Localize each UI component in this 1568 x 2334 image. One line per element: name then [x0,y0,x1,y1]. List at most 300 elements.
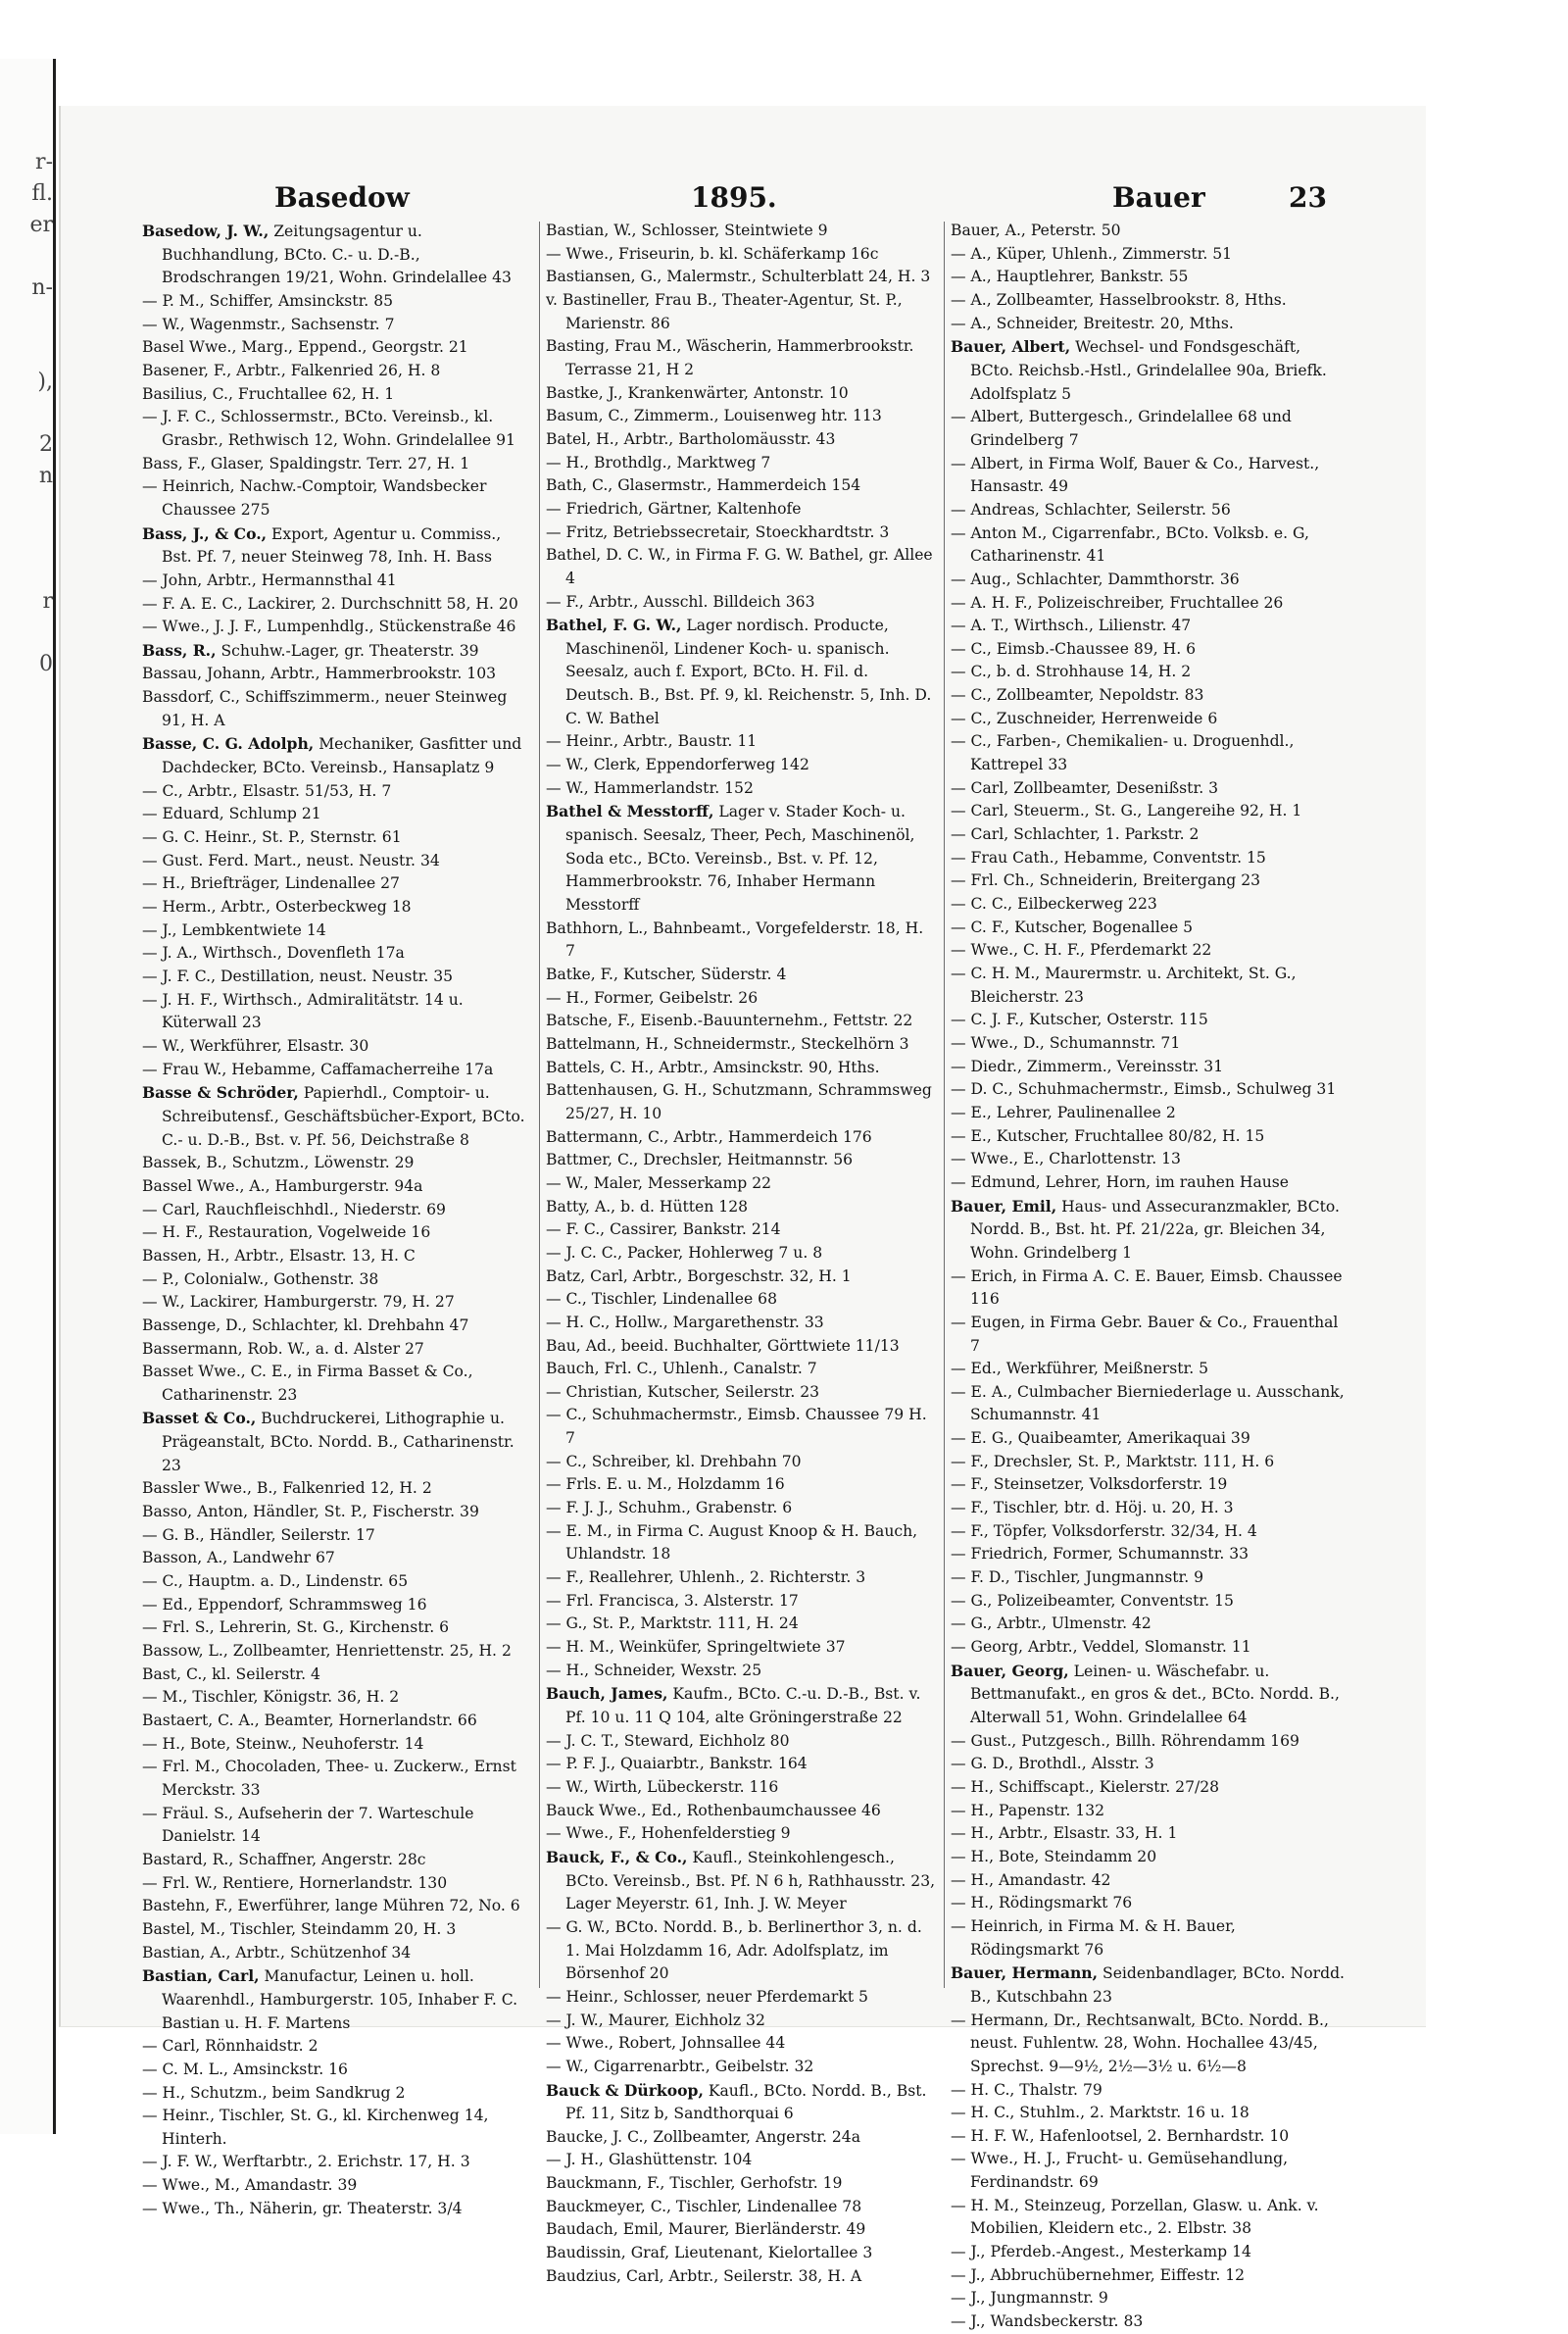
entry-details: — Georg, Arbtr., Veddel, Slomanstr. 11 [951,1638,1251,1657]
directory-entry [951,1915,1348,1962]
entry-details: Kaufl., Steinkohlengesch., BCto. Vereinsb., Bst. Pf. N 6 h, Rathhausstr. 23, Lager Meyerstr. 61, Inh. J. W. Meyer [565,1848,936,1913]
directory-entry [142,406,529,452]
directory-entry [142,1221,529,1245]
entry-details: — H., Schneider, Wexstr. 25 [546,1661,762,1679]
directory-entry [142,1803,529,1849]
entry-details: — H., Rödingsmarkt 76 [951,1894,1133,1912]
entry-details: — F. D., Tischler, Jungmannstr. 9 [951,1568,1204,1587]
directory-entry [951,1660,1348,1730]
entry-details: Bastel, M., Tischler, Steindamm 20, H. 3 [142,1919,457,1938]
header-year: 1895. [691,181,777,214]
entry-details: Battelmann, H., Schneidermstr., Steckelhörn 3 [546,1034,909,1053]
directory-entry [546,730,938,754]
entry-details: — Diedr., Zimmerm., Vereinsstr. 31 [951,1057,1224,1075]
entry-details: Bastian, A., Arbtr., Schützenhof 34 [142,1943,412,1962]
entry-details: — G. B., Händler, Seilerstr. 17 [142,1525,375,1544]
directory-entry [142,803,529,826]
entry-details: — Fritz, Betriebssecretair, Stoeckhardtstr. 3 [546,522,890,541]
entry-details: — H. F., Restauration, Vogelweide 16 [142,1223,431,1242]
entry-details: — J. H., Glashüttenstr. 104 [546,2151,753,2169]
directory-entry [951,2125,1348,2149]
entry-details: — Erich, in Firma A. C. E. Bauer, Eimsb. Chaussee 116 [951,1266,1343,1309]
entry-name: Bauer, Emil, [951,1196,1057,1216]
entry-details: Haus- und Assecuranzmakler, BCto. Nordd. B., Bst. ht. Pf. 21/22a, gr. Bleichen 34, Wohn. Grindelberg 1 [970,1197,1341,1262]
entry-details: — P. M., Schiffer, Amsinckstr. 85 [142,291,394,310]
directory-entry [951,220,1348,243]
entry-details: — A. H. F., Polizeischreiber, Fruchtallee 26 [951,593,1284,612]
directory-entry [546,1451,938,1474]
entry-details: — Fräul. S., Aufseherin der 7. Warteschule Danielstr. 14 [142,1804,474,1846]
entry-details: v. Bastineller, Frau B., Theater-Agentur, St. P., Marienstr. 86 [546,290,903,332]
entry-details: — J. F. C., Destillation, neust. Neustr. 35 [142,968,454,985]
entry-details: — Frau Cath., Hebamme, Conventstr. 15 [951,848,1266,867]
entry-details: Basel Wwe., Marg., Eppend., Georgstr. 21 [142,338,468,357]
entry-details: — C., b. d. Strohhause 14, H. 2 [951,663,1192,681]
entry-details: — H. C., Thalstr. 79 [951,2080,1102,2099]
directory-entry [951,1892,1348,1915]
entry-details: — F., Reallehrer, Uhlenh., 2. Richterstr. 3 [546,1568,866,1587]
entry-details: — J. C. C., Packer, Hohlerweg 7 u. 8 [546,1243,823,1262]
directory-entry [142,522,529,570]
directory-entry [142,780,529,804]
directory-entry [951,1171,1348,1195]
directory-entry [546,1730,938,1754]
entry-details: — G., St. P., Marktstr. 111, H. 24 [546,1614,799,1633]
directory-entry [951,335,1348,406]
entry-details: — J., Wandsbeckerstr. 83 [951,2312,1144,2331]
directory-entry [546,1682,938,1729]
directory-entry [951,847,1348,870]
directory-entry [142,639,529,664]
directory-entry [546,1057,938,1080]
entry-details: — J. F. C., Schlossermstr., BCto. Vereinsb., kl. Grasbr., Rethwisch 12, Wohn. Grindelallee 91 [142,408,515,449]
entry-name: Bathel, F. G. W., [546,616,682,635]
directory-entry [951,1381,1348,1427]
entry-details: Basilius, C., Fruchtallee 62, H. 1 [142,384,395,403]
directory-entry [951,1730,1348,1754]
directory-entry [546,1242,938,1266]
directory-entry [951,661,1348,684]
entry-details: — J., Pferdeb.-Angest., Mesterkamp 14 [951,2243,1251,2261]
directory-entry [951,289,1348,313]
entry-details: — H., Former, Geibelstr. 26 [546,988,759,1007]
entry-details: Batke, F., Kutscher, Süderstr. 4 [546,966,787,983]
entry-details: — Heinr., Tischler, St. G., kl. Kirchenweg 14, Hinterh. [142,2107,489,2148]
entry-details: — C., Farben-, Chemikalien- u. Droguenhdl., Kattrepel 33 [951,732,1295,774]
entry-details: — C., Schreiber, kl. Drehbahn 70 [546,1452,802,1470]
entry-details: — J. F. W., Werftarbtr., 2. Erichstr. 17, H. 3 [142,2153,470,2171]
entry-details: Bath, C., Glasermstr., Hammerdeich 154 [546,476,861,495]
directory-entry [142,220,529,290]
directory-entry [142,336,529,360]
entry-details: — C., Eimsb.-Chaussee 89, H. 6 [951,639,1197,658]
directory-entry [951,2241,1348,2264]
directory-entry [951,1427,1348,1451]
directory-entry [142,942,529,966]
directory-entry [951,1473,1348,1497]
directory-entry [951,2102,1348,2125]
entry-details: Bastke, J., Krankenwärter, Antonstr. 10 [546,383,849,402]
entry-details: — H. C., Hollw., Margarethenstr. 33 [546,1313,824,1331]
directory-entry [546,2265,938,2289]
page-header [142,181,1327,223]
directory-entry [951,243,1348,267]
directory-entry [546,2149,938,2172]
directory-entry [142,593,529,617]
directory-entry [142,2151,529,2174]
directory-entry [546,2242,938,2265]
entry-details: Baucke, J. C., Zollbeamter, Angerstr. 24a [546,2127,860,2146]
entry-details: — W., Clerk, Eppendorferweg 142 [546,756,809,774]
entry-details: — C., Arbtr., Elsastr. 51/53, H. 7 [142,781,392,800]
entry-details: — F., Arbtr., Ausschl. Billdeich 363 [546,592,815,611]
entry-name: Bauck, F., & Co., [546,1847,688,1866]
entry-details: Battenhausen, G. H., Schutzmann, Schrammsweg 25/27, H. 10 [546,1081,932,1122]
entry-details: — W., Lackirer, Hamburgerstr. 79, H. 27 [142,1293,455,1312]
entry-details: — G., Arbtr., Ulmenstr. 42 [951,1614,1152,1633]
entry-details: — Herm., Arbtr., Osterbeckweg 18 [142,898,412,917]
directory-entry [546,220,938,243]
entry-details: — Carl, Rönnhaidstr. 2 [142,2037,318,2056]
directory-entry [546,2196,938,2219]
directory-entry [951,2195,1348,2241]
directory-entry [142,2174,529,2198]
directory-entry [142,2035,529,2059]
directory-entry [546,614,938,730]
directory-entry [546,1916,938,1986]
entry-details: — E. G., Quaibeamter, Amerikaquai 39 [951,1429,1250,1448]
directory-entry [142,1710,529,1733]
directory-entry [951,1358,1348,1381]
directory-entry [546,1126,938,1150]
entry-details: — H., Brothdlg., Marktweg 7 [546,453,771,472]
entry-details: — F. J. J., Schuhm., Grabenstr. 6 [546,1499,793,1517]
entry-details: Bauckmann, F., Tischler, Gerhofstr. 19 [546,2174,843,2193]
entry-details: Manufactur, Leinen u. holl. Waarenhdl., Hamburgerstr. 105, Inhaber F. C. Bastian u. H. F. Martens [162,1967,518,2032]
entry-details: — Albert, Buttergesch., Grindelallee 68 und Grindelberg 7 [951,408,1292,449]
entry-details: — E. M., in Firma C. August Knoop & H. Bauch, Uhlandstr. 18 [546,1521,918,1564]
directory-entry [951,1636,1348,1660]
entry-details: Battels, C. H., Arbtr., Amsinckstr. 90, Hths. [546,1058,880,1076]
entry-details: — H., Briefträger, Lindenallee 27 [142,874,400,893]
entry-details: Lager nordisch. Producte, Maschinenöl, Lindener Koch- u. spanisch. Seesalz, auch f. Export, BCto. H. Fil. d. Deutsch. B., Bst. Pf. 9, kl. Reichenstr. 5, Inh. D. C. W. Bathel [565,617,932,727]
directory-entry [546,405,938,428]
entry-details: — W., Werkführer, Elsastr. 30 [142,1036,369,1055]
entry-details: — E., Lehrer, Paulinenallee 2 [951,1103,1176,1121]
directory-entry [951,917,1348,940]
directory-entry [546,918,938,964]
directory-entry [142,1152,529,1175]
entry-details: Battermann, C., Arbtr., Hammerdeich 176 [546,1127,872,1146]
entry-name: Bauer, Albert, [951,337,1071,357]
entry-details: Kaufl., BCto. Nordd. B., Bst. Pf. 11, Sitz b, Sandthorquai 6 [565,2081,927,2123]
directory-entry [142,732,529,779]
directory-entry [951,2310,1348,2334]
directory-entry [546,2032,938,2056]
entry-details: — P. F. J., Quaiarbtr., Bankstr. 164 [546,1755,808,1773]
directory-entry [951,777,1348,801]
entry-details: Basener, F., Arbtr., Falkenried 26, H. 8 [142,361,441,379]
directory-entry [951,1543,1348,1566]
directory-entry [951,708,1348,731]
entry-details: — Frau W., Hebamme, Caffamacherreihe 17a [142,1060,494,1078]
entry-details: — G. D., Brothdl., Alsstr. 3 [951,1755,1154,1773]
directory-entry [951,2287,1348,2310]
directory-entry [951,1102,1348,1125]
entry-details: — Wwe., D., Schumannstr. 71 [951,1033,1181,1052]
directory-entry [951,2079,1348,2103]
column-divider [539,222,540,1988]
entry-details: — Heinrich, in Firma M. & H. Bauer, Rödingsmarkt 76 [951,1916,1236,1959]
entry-details: Schuhw.-Lager, gr. Theaterstr. 39 [216,641,479,660]
directory-entry [546,1218,938,1242]
entry-details: Papierhdl., Comptoir- u. Schreibutensf., Geschäftsbücher-Export, BCto. C.- u. D.-B., Bst. v. Pf. 56, Deichstraße 8 [162,1084,525,1149]
entry-name: Basedow, J. W., [142,222,270,240]
directory-entry [546,754,938,777]
directory-entry [142,1664,529,1687]
directory-entry [951,963,1348,1009]
directory-entry [142,1501,529,1524]
directory-entry [951,1451,1348,1474]
directory-entry [142,1872,529,1896]
directory-entry [951,453,1348,499]
entry-details: — Ed., Werkführer, Meißnerstr. 5 [951,1360,1209,1378]
entry-details: — Anton M., Cigarrenfabr., BCto. Volksb. e. G, Catharinenstr. 41 [951,523,1309,566]
directory-entry [546,1566,938,1590]
directory-entry [546,335,938,381]
directory-entry [546,1196,938,1219]
entry-details: Baudzius, Carl, Arbtr., Seilerstr. 38, H. A [546,2266,862,2285]
directory-entry [142,1175,529,1199]
directory-entry [951,869,1348,893]
directory-entry [142,2105,529,2151]
entry-details: — Gust., Putzgesch., Billh. Röhrendamm 169 [951,1731,1299,1750]
entry-details: Bau, Ad., beeid. Buchhalter, Görttwiete 11/13 [546,1336,900,1355]
entry-details: — W., Wirth, Lübeckerstr. 116 [546,1777,779,1796]
entry-details: — H., Schiffscapt., Kielerstr. 27/28 [951,1777,1220,1796]
directory-entry [546,1312,938,1335]
entry-name: Bauer, Georg, [951,1661,1069,1680]
entry-details: Baudach, Emil, Maurer, Bierländerstr. 49 [546,2220,866,2239]
directory-entry [951,1148,1348,1171]
entry-name: Bauer, Hermann, [951,1963,1099,1983]
directory-entry [142,1547,529,1570]
entry-details: Bast, C., kl. Seilerstr. 4 [142,1664,320,1683]
entry-details: Export, Agentur u. Commiss., Bst. Pf. 7, neuer Steinweg 78, Inh. H. Bass [162,524,502,567]
directory-entry [546,289,938,335]
entry-details: Batsche, F., Eisenb.-Bauunternehm., Fettstr. 22 [546,1012,913,1030]
entry-details: Bathhorn, L., Bahnbeamt., Vorgefelderstr. 18, H. 7 [546,919,924,961]
entry-details: — Frl. M., Chocoladen, Thee- u. Zuckerw., Ernst Merckstr. 33 [142,1758,516,1799]
directory-entry [546,964,938,987]
entry-name: Basse, C. G. Adolph, [142,734,315,754]
directory-entry [142,1594,529,1617]
directory-entry [546,1590,938,1614]
directory-entry [951,1566,1348,1590]
entry-details: Basso, Anton, Händler, St. P., Fischerstr. 39 [142,1503,479,1521]
directory-entry [142,475,529,521]
directory-entry [546,521,938,545]
entry-details: Bauer, A., Peterstr. 50 [951,222,1121,239]
entry-details: Seidenbandlager, BCto. Nordd. B., Kutschbahn 23 [970,1964,1346,2006]
entry-details: Bassermann, Rob. W., a. d. Alster 27 [142,1339,424,1358]
entry-details: — H., Arbtr., Elsastr. 33, H. 1 [951,1824,1178,1843]
directory-entry [546,498,938,521]
entry-details: — F., Drechsler, St. P., Marktstr. 111, H. 6 [951,1452,1275,1470]
directory-entry [142,872,529,896]
directory-entry [142,1895,529,1918]
entry-details: — Carl, Schlachter, 1. Parkstr. 2 [951,825,1200,844]
directory-entry [951,615,1348,638]
directory-entry [951,522,1348,569]
entry-details: — C., Zuschneider, Herrenweide 6 [951,709,1218,727]
directory-entry [142,383,529,407]
entry-details: Zeitungsagentur u. Buchhandlung, BCto. C.- u. D.-B., Brodschrangen 19/21, Wohn. Grindelallee 43 [162,223,512,287]
directory-entry [142,919,529,943]
directory-entry [142,1081,529,1152]
entry-details: — W., Hammerlandstr. 152 [546,778,754,797]
entry-details: Bassler Wwe., B., Falkenried 12, H. 2 [142,1479,432,1498]
directory-entry [546,1033,938,1057]
directory-entry [142,663,529,686]
directory-entry [546,1335,938,1359]
directory-entry [546,452,938,475]
directory-entry [142,1640,529,1664]
entry-details: — Wwe., Robert, Johnsallee 44 [546,2034,786,2053]
entry-details: — G. C. Heinr., St. P., Sternstr. 61 [142,828,402,847]
entry-details: — H. M., Weinküfer, Springeltwiete 37 [546,1638,846,1657]
directory-entry [951,569,1348,592]
entry-details: — Frls. E. u. M., Holzdamm 16 [546,1475,785,1494]
entry-name: Bastian, Carl, [142,1966,260,1986]
entry-details: Batel, H., Arbtr., Bartholomäusstr. 43 [546,429,836,448]
entry-details: — Wwe., F., Hohenfelderstieg 9 [546,1824,791,1843]
directory-entry [951,1497,1348,1520]
entry-details: — C., Schuhmachermstr., Eimsb. Chaussee 79 H. 7 [546,1406,927,1448]
entry-details: — H. F. W., Hafenlootsel, 2. Bernhardstr. 10 [951,2126,1290,2145]
directory-entry [142,1733,529,1757]
entry-details: — Heinr., Arbtr., Baustr. 11 [546,732,758,751]
directory-entry [546,1010,938,1033]
directory-entry [142,1849,529,1872]
directory-entry [142,1524,529,1548]
directory-entry [142,1059,529,1082]
entry-details: — C. C., Eilbeckerweg 223 [951,895,1157,914]
entry-details: Batz, Carl, Arbtr., Borgeschstr. 32, H. 1 [546,1266,852,1285]
directory-entry [546,266,938,289]
entry-details: — F., Tischler, btr. d. Höj. u. 20, H. 3 [951,1499,1234,1517]
directory-entry [546,1822,938,1846]
entry-details: — Aug., Schlachter, Dammthorstr. 36 [951,570,1240,588]
directory-entry [142,1477,529,1501]
entry-details: — F., Töpfer, Volksdorferstr. 32/34, H. 4 [951,1521,1257,1540]
entry-details: — Christian, Kutscher, Seilerstr. 23 [546,1382,820,1401]
directory-entry [951,406,1348,452]
entry-details: — H., Bote, Steinw., Neuhoferstr. 14 [142,1734,424,1753]
entry-details: — C., Hauptm. a. D., Lindenstr. 65 [142,1572,409,1591]
entry-details: — Wwe., C. H. F., Pferdemarkt 22 [951,941,1212,960]
entry-details: — J. W., Maurer, Eichholz 32 [546,2011,765,2029]
directory-entry [546,1358,938,1381]
directory-entry [546,474,938,498]
entry-name: Bass, R., [142,640,217,660]
entry-details: — Wwe., M., Amandastr. 39 [142,2176,358,2195]
directory-entry [546,1520,938,1566]
directory-entry [951,730,1348,776]
directory-entry [142,1315,529,1338]
entry-details: — Andreas, Schlachter, Seilerstr. 56 [951,500,1231,519]
entry-details: — D. C., Schuhmachermstr., Eimsb., Schulweg 31 [951,1080,1337,1099]
entry-details: — C. M. L., Amsinckstr. 16 [142,2060,348,2078]
directory-entry [951,313,1348,336]
directory-entry [142,1942,529,1965]
directory-entry [951,1753,1348,1776]
directory-entry [951,1032,1348,1056]
entry-details: — A., Zollbeamter, Hasselbrookstr. 8, Hths. [951,290,1287,309]
entry-details: — Carl, Zollbeamter, Desenißstr. 3 [951,778,1219,797]
directory-entry [951,939,1348,963]
entry-details: Basson, A., Landwehr 67 [142,1549,335,1567]
entry-name: Bauck & Dürkoop, [546,2080,704,2100]
entry-details: — Wwe., E., Charlottenstr. 13 [951,1150,1181,1168]
directory-entry [546,2126,938,2150]
entry-details: — H., Papenstr. 132 [951,1801,1105,1819]
previous-page-edge [0,59,56,2134]
entry-details: — Carl, Rauchfleischhdl., Niederstr. 69 [142,1200,446,1218]
directory-entry [951,1195,1348,1266]
directory-entry [142,1245,529,1268]
directory-entry [951,1125,1348,1149]
page-number: 23 [1289,181,1327,214]
directory-entry [142,360,529,383]
entry-details: Bassdorf, C., Schiffszimmerm., neuer Steinweg 91, H. A [142,688,508,729]
entry-details: — J., Lembkentwiete 14 [142,920,326,939]
directory-entry [951,684,1348,708]
entry-details: — H., Amandastr. 42 [951,1870,1111,1889]
entry-details: — A., Hauptlehrer, Bankstr. 55 [951,268,1189,286]
entry-details: — W., Cigarrenarbtr., Geibelstr. 32 [546,2057,814,2075]
directory-entry [546,2010,938,2033]
entry-details: — A. T., Wirthsch., Lilienstr. 47 [951,617,1192,635]
directory-entry [546,382,938,406]
entry-details: Bauckmeyer, C., Tischler, Lindenallee 78 [546,2197,862,2215]
entry-details: — C. F., Kutscher, Bogenallee 5 [951,918,1194,936]
directory-entry [546,1636,938,1660]
entry-details: — Hermann, Dr., Rechtsanwalt, BCto. Nordd. B., neust. Fuhlentw. 28, Wohn. Hochallee 43/45, Sprechst. 9—9½, 2½—3½ u. 6½—8 [951,2011,1329,2075]
entry-details: — H., Bote, Steindamm 20 [951,1847,1157,1865]
entry-name: Bathel & Messtorff, [546,802,714,821]
directory-entry [142,1268,529,1292]
entry-details: — J., Jungmannstr. 9 [951,2289,1108,2308]
directory-entry [546,544,938,590]
entry-details: — Frl. Ch., Schneiderin, Breitergang 23 [951,871,1261,890]
directory-entry [142,1407,529,1477]
directory-entry [546,2056,938,2079]
directory-entry [546,1800,938,1823]
directory-entry [951,893,1348,917]
entry-details: — C. H. M., Maurermstr. u. Architekt, St. G., Bleicherstr. 23 [951,965,1297,1006]
entry-details: — Wwe., Th., Näherin, gr. Theaterstr. 3/4 [142,2199,463,2217]
entry-details: Batty, A., b. d. Hütten 128 [546,1197,749,1216]
entry-details: — F. A. E. C., Lackirer, 2. Durchschnitt 58, H. 20 [142,594,518,613]
entry-details: — Eugen, in Firma Gebr. Bauer & Co., Frauenthal 7 [951,1313,1339,1355]
directory-entry [142,1616,529,1640]
entry-details: Basum, C., Zimmerm., Louisenweg htr. 113 [546,407,882,425]
entry-details: — F. C., Cassirer, Bankstr. 214 [546,1220,781,1239]
entry-details: — J. C. T., Steward, Eichholz 80 [546,1731,790,1750]
directory-entry [546,428,938,452]
directory-entry [546,2079,938,2126]
